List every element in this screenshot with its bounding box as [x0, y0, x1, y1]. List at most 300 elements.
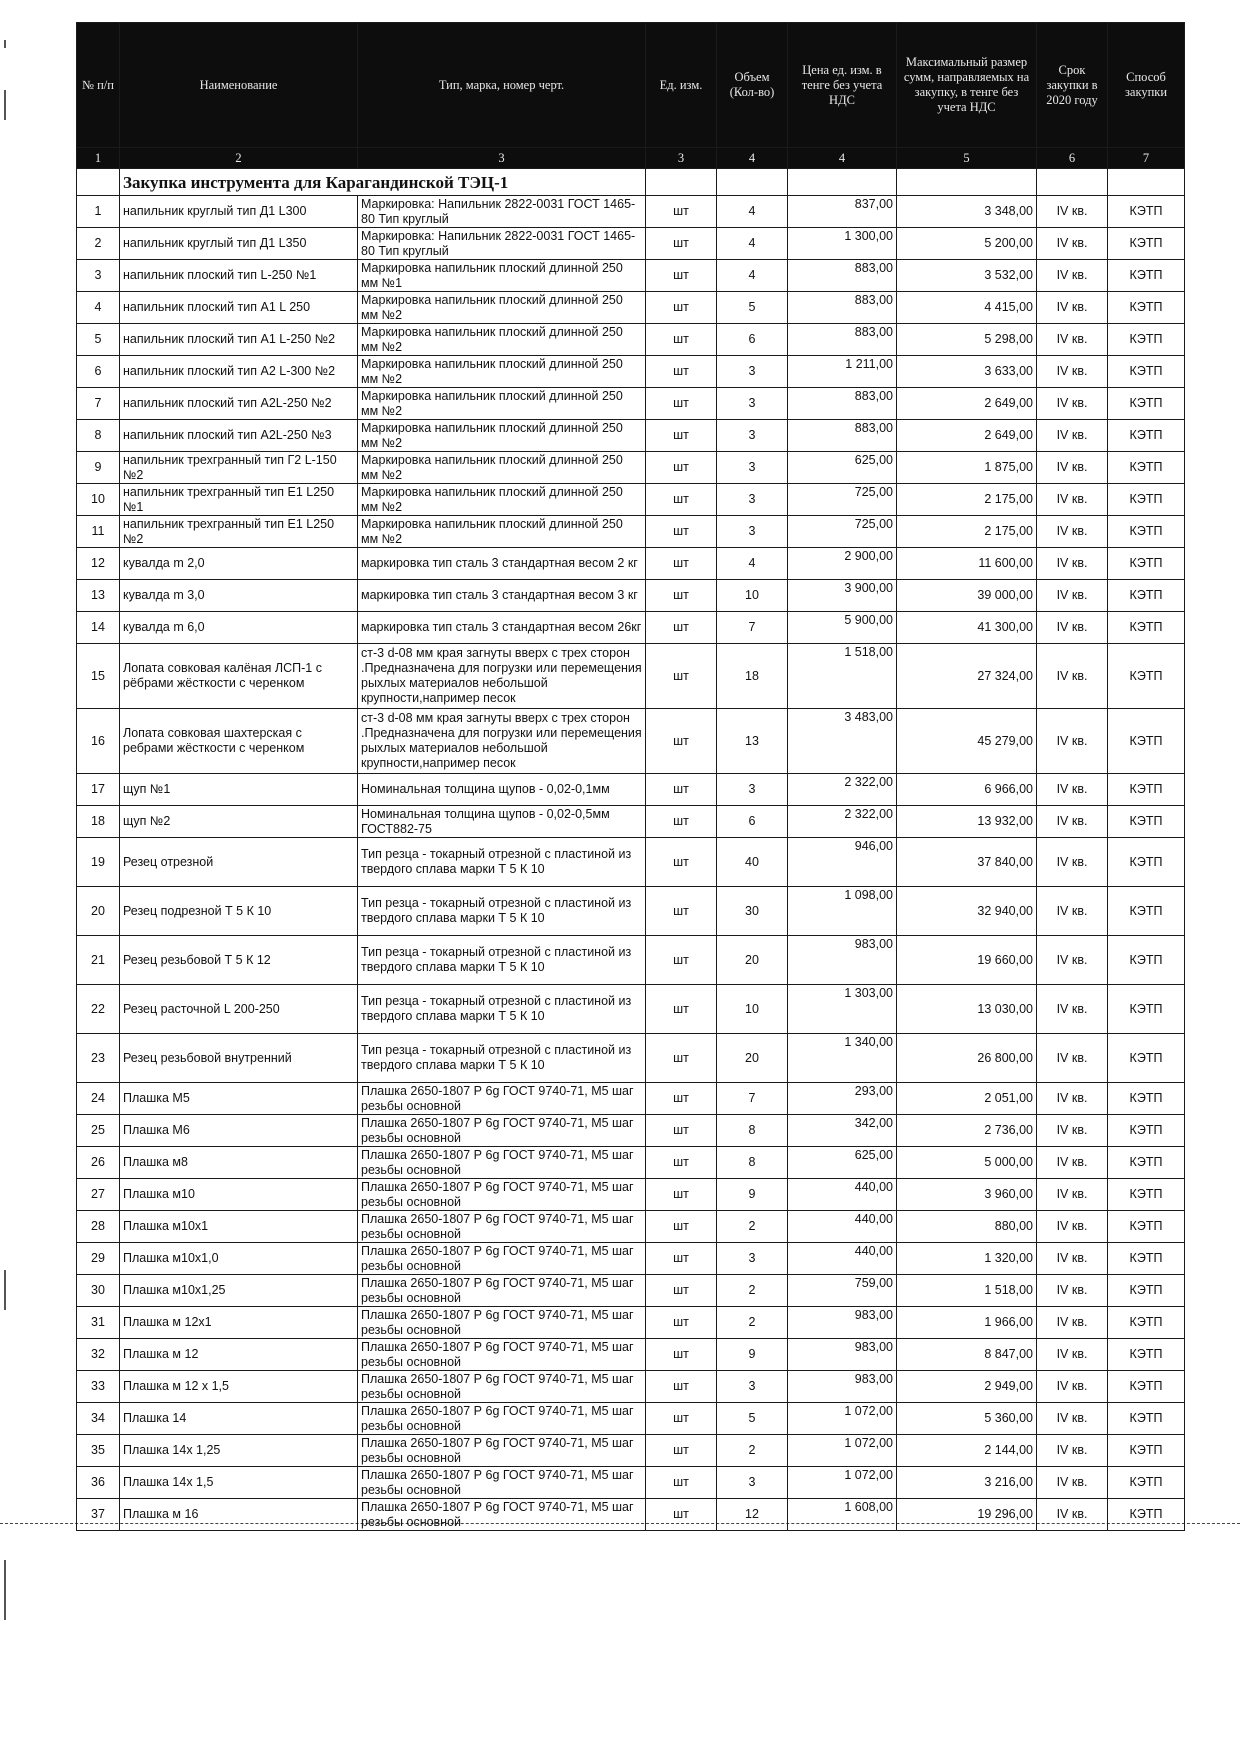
scan-edge-mark [4, 1270, 6, 1310]
item-name: Резец расточной L 200-250 [120, 985, 358, 1034]
item-price: 983,00 [788, 1371, 897, 1403]
table-row [77, 806, 1185, 838]
row-number: 10 [77, 484, 120, 516]
table-row [77, 388, 1185, 420]
table-row [77, 580, 1185, 612]
item-unit: шт [646, 1435, 717, 1467]
item-method: КЭТП [1108, 228, 1185, 260]
item-name: напильник трехгранный тип Г2 L-150 №2 [120, 452, 358, 484]
item-price: 883,00 [788, 420, 897, 452]
header-type: Тип, марка, номер черт. [358, 23, 646, 148]
table-row [77, 356, 1185, 388]
row-number: 31 [77, 1307, 120, 1339]
item-price: 342,00 [788, 1115, 897, 1147]
item-term: IV кв. [1037, 484, 1108, 516]
item-name: напильник круглый тип Д1 L300 [120, 196, 358, 228]
table-row [77, 1179, 1185, 1211]
item-method: КЭТП [1108, 1499, 1185, 1531]
row-number: 17 [77, 774, 120, 806]
item-name: Плашка 14х 1,5 [120, 1467, 358, 1499]
item-max-amount: 13 030,00 [897, 985, 1037, 1034]
row-number: 24 [77, 1083, 120, 1115]
item-price: 983,00 [788, 936, 897, 985]
item-quantity: 2 [717, 1211, 788, 1243]
item-unit: шт [646, 388, 717, 420]
item-name: щуп №1 [120, 774, 358, 806]
table-row [77, 516, 1185, 548]
item-method: КЭТП [1108, 936, 1185, 985]
table-row [77, 1307, 1185, 1339]
row-number: 4 [77, 292, 120, 324]
item-max-amount: 1 966,00 [897, 1307, 1037, 1339]
item-unit: шт [646, 1275, 717, 1307]
item-quantity: 9 [717, 1339, 788, 1371]
row-number: 36 [77, 1467, 120, 1499]
table-row [77, 292, 1185, 324]
row-number: 8 [77, 420, 120, 452]
item-term: IV кв. [1037, 452, 1108, 484]
header-unit: Ед. изм. [646, 23, 717, 148]
item-term: IV кв. [1037, 1243, 1108, 1275]
item-method: КЭТП [1108, 580, 1185, 612]
row-number: 20 [77, 887, 120, 936]
item-quantity: 3 [717, 1467, 788, 1499]
item-price: 883,00 [788, 324, 897, 356]
item-price: 5 900,00 [788, 612, 897, 644]
item-max-amount: 2 949,00 [897, 1371, 1037, 1403]
table-row [77, 228, 1185, 260]
row-number: 9 [77, 452, 120, 484]
row-number: 28 [77, 1211, 120, 1243]
section-spacer [788, 169, 897, 196]
item-method: КЭТП [1108, 985, 1185, 1034]
item-method: КЭТП [1108, 1115, 1185, 1147]
item-type: Маркировка напильник плоский длинной 250 мм №2 [358, 516, 646, 548]
item-quantity: 4 [717, 260, 788, 292]
header-term: Срок закупки в 2020 году [1037, 23, 1108, 148]
item-method: КЭТП [1108, 1147, 1185, 1179]
item-name: напильник плоский тип А2L-250 №3 [120, 420, 358, 452]
item-method: КЭТП [1108, 1467, 1185, 1499]
item-price: 625,00 [788, 1147, 897, 1179]
item-method: КЭТП [1108, 356, 1185, 388]
item-method: КЭТП [1108, 1211, 1185, 1243]
item-max-amount: 41 300,00 [897, 612, 1037, 644]
item-unit: шт [646, 806, 717, 838]
item-max-amount: 2 175,00 [897, 484, 1037, 516]
item-max-amount: 2 736,00 [897, 1115, 1037, 1147]
item-type: Маркировка напильник плоский длинной 250 мм №2 [358, 356, 646, 388]
section-spacer [897, 169, 1037, 196]
item-method: КЭТП [1108, 452, 1185, 484]
item-method: КЭТП [1108, 260, 1185, 292]
scan-edge-mark [4, 40, 6, 48]
item-quantity: 2 [717, 1435, 788, 1467]
item-method: КЭТП [1108, 324, 1185, 356]
item-method: КЭТП [1108, 644, 1185, 709]
item-method: КЭТП [1108, 1275, 1185, 1307]
item-method: КЭТП [1108, 709, 1185, 774]
item-term: IV кв. [1037, 1083, 1108, 1115]
item-max-amount: 880,00 [897, 1211, 1037, 1243]
item-term: IV кв. [1037, 260, 1108, 292]
table-row [77, 1115, 1185, 1147]
item-type: Плашка 2650-1807 Р 6g ГОСТ 9740-71, М5 шаг резьбы основной [358, 1371, 646, 1403]
item-max-amount: 5 000,00 [897, 1147, 1037, 1179]
item-name: напильник плоский тип А2L-250 №2 [120, 388, 358, 420]
procurement-table [76, 22, 1185, 1531]
row-number: 13 [77, 580, 120, 612]
section-spacer [77, 169, 120, 196]
item-quantity: 13 [717, 709, 788, 774]
item-quantity: 20 [717, 936, 788, 985]
item-price: 983,00 [788, 1307, 897, 1339]
item-quantity: 3 [717, 484, 788, 516]
header-index: 4 [788, 148, 897, 169]
item-type: Плашка 2650-1807 Р 6g ГОСТ 9740-71, М5 шаг резьбы основной [358, 1467, 646, 1499]
item-type: Плашка 2650-1807 Р 6g ГОСТ 9740-71, М5 шаг резьбы основной [358, 1083, 646, 1115]
item-method: КЭТП [1108, 548, 1185, 580]
item-name: Плашка М6 [120, 1115, 358, 1147]
row-number: 15 [77, 644, 120, 709]
item-term: IV кв. [1037, 1371, 1108, 1403]
item-name: Плашка м 12 х 1,5 [120, 1371, 358, 1403]
table-row [77, 612, 1185, 644]
item-type: Плашка 2650-1807 Р 6g ГОСТ 9740-71, М5 шаг резьбы основной [358, 1147, 646, 1179]
table-row [77, 1371, 1185, 1403]
item-term: IV кв. [1037, 292, 1108, 324]
table-row [77, 1435, 1185, 1467]
row-number: 18 [77, 806, 120, 838]
item-method: КЭТП [1108, 1435, 1185, 1467]
item-name: кувалда m 3,0 [120, 580, 358, 612]
item-quantity: 18 [717, 644, 788, 709]
item-unit: шт [646, 1147, 717, 1179]
item-max-amount: 3 633,00 [897, 356, 1037, 388]
header-index: 1 [77, 148, 120, 169]
item-unit: шт [646, 936, 717, 985]
row-number: 23 [77, 1034, 120, 1083]
header-index: 6 [1037, 148, 1108, 169]
table-row [77, 1211, 1185, 1243]
item-price: 883,00 [788, 292, 897, 324]
item-max-amount: 45 279,00 [897, 709, 1037, 774]
item-term: IV кв. [1037, 936, 1108, 985]
item-method: КЭТП [1108, 838, 1185, 887]
row-number: 34 [77, 1403, 120, 1435]
row-number: 3 [77, 260, 120, 292]
item-term: IV кв. [1037, 1115, 1108, 1147]
item-quantity: 10 [717, 580, 788, 612]
item-type: Номинальная толщина щупов - 0,02-0,5мм ГОСТ882-75 [358, 806, 646, 838]
item-max-amount: 11 600,00 [897, 548, 1037, 580]
item-unit: шт [646, 1115, 717, 1147]
item-type: Маркировка напильник плоский длинной 250 мм №2 [358, 324, 646, 356]
item-type: ст-3 d-08 мм края загнуты вверх с трех сторон .Предназначена для погрузки или перемещения рыхлых материалов небольшой крупности,например песок [358, 644, 646, 709]
item-unit: шт [646, 228, 717, 260]
item-method: КЭТП [1108, 1243, 1185, 1275]
item-term: IV кв. [1037, 1339, 1108, 1371]
item-name: Плашка м10х1,0 [120, 1243, 358, 1275]
item-quantity: 5 [717, 1403, 788, 1435]
header-name: Наименование [120, 23, 358, 148]
header-price: Цена ед. изм. в тенге без учета НДС [788, 23, 897, 148]
item-type: Маркировка напильник плоский длинной 250 мм №2 [358, 420, 646, 452]
table-row [77, 1083, 1185, 1115]
item-max-amount: 19 296,00 [897, 1499, 1037, 1531]
item-unit: шт [646, 1499, 717, 1531]
item-method: КЭТП [1108, 806, 1185, 838]
item-price: 3 483,00 [788, 709, 897, 774]
item-max-amount: 2 051,00 [897, 1083, 1037, 1115]
item-max-amount: 2 144,00 [897, 1435, 1037, 1467]
item-method: КЭТП [1108, 1179, 1185, 1211]
item-method: КЭТП [1108, 1307, 1185, 1339]
item-price: 1 518,00 [788, 644, 897, 709]
header-qty: Объем (Кол-во) [717, 23, 788, 148]
row-number: 27 [77, 1179, 120, 1211]
header-num: № п/п [77, 23, 120, 148]
header-index: 2 [120, 148, 358, 169]
table-header-row [77, 23, 1185, 148]
item-max-amount: 3 960,00 [897, 1179, 1037, 1211]
item-term: IV кв. [1037, 1147, 1108, 1179]
item-unit: шт [646, 452, 717, 484]
item-type: Номинальная толщина щупов - 0,02-0,1мм [358, 774, 646, 806]
row-number: 6 [77, 356, 120, 388]
item-price: 1 072,00 [788, 1467, 897, 1499]
item-quantity: 7 [717, 612, 788, 644]
item-type: ст-3 d-08 мм края загнуты вверх с трех сторон .Предназначена для погрузки или перемещения рыхлых материалов небольшой крупности,например песок [358, 709, 646, 774]
table-row [77, 452, 1185, 484]
item-name: кувалда m 6,0 [120, 612, 358, 644]
item-method: КЭТП [1108, 1083, 1185, 1115]
item-name: напильник трехгранный тип Е1 L250 №1 [120, 484, 358, 516]
item-term: IV кв. [1037, 420, 1108, 452]
item-unit: шт [646, 1339, 717, 1371]
item-unit: шт [646, 1307, 717, 1339]
section-title: Закупка инструмента для Карагандинской ТЭЦ-1 [120, 169, 646, 196]
item-price: 759,00 [788, 1275, 897, 1307]
item-max-amount: 32 940,00 [897, 887, 1037, 936]
row-number: 11 [77, 516, 120, 548]
item-unit: шт [646, 1243, 717, 1275]
item-price: 1 303,00 [788, 985, 897, 1034]
item-name: Плашка м10х1,25 [120, 1275, 358, 1307]
item-unit: шт [646, 1179, 717, 1211]
item-type: Маркировка напильник плоский длинной 250 мм №1 [358, 260, 646, 292]
table-row [77, 1034, 1185, 1083]
item-type: Маркировка напильник плоский длинной 250 мм №2 [358, 388, 646, 420]
item-name: Плашка м 16 [120, 1499, 358, 1531]
item-name: Плашка м 12х1 [120, 1307, 358, 1339]
row-number: 12 [77, 548, 120, 580]
item-max-amount: 4 415,00 [897, 292, 1037, 324]
header-index: 3 [358, 148, 646, 169]
row-number: 16 [77, 709, 120, 774]
item-name: напильник круглый тип Д1 L350 [120, 228, 358, 260]
item-term: IV кв. [1037, 838, 1108, 887]
item-name: напильник плоский тип А1 L-250 №2 [120, 324, 358, 356]
item-quantity: 20 [717, 1034, 788, 1083]
row-number: 14 [77, 612, 120, 644]
item-quantity: 9 [717, 1179, 788, 1211]
item-price: 440,00 [788, 1179, 897, 1211]
item-name: Плашка м10 [120, 1179, 358, 1211]
item-max-amount: 19 660,00 [897, 936, 1037, 985]
item-unit: шт [646, 420, 717, 452]
item-unit: шт [646, 196, 717, 228]
header-max: Максимальный размер сумм, направляемых на закупку, в тенге без учета НДС [897, 23, 1037, 148]
item-term: IV кв. [1037, 1211, 1108, 1243]
item-max-amount: 27 324,00 [897, 644, 1037, 709]
item-price: 1 211,00 [788, 356, 897, 388]
item-type: маркировка тип сталь 3 стандартная весом 26кг [358, 612, 646, 644]
row-number: 30 [77, 1275, 120, 1307]
item-type: Маркировка напильник плоский длинной 250 мм №2 [358, 484, 646, 516]
item-term: IV кв. [1037, 516, 1108, 548]
item-quantity: 30 [717, 887, 788, 936]
item-max-amount: 3 532,00 [897, 260, 1037, 292]
row-number: 25 [77, 1115, 120, 1147]
table-row [77, 644, 1185, 709]
item-type: Тип резца - токарный отрезной с пластиной из твердого сплава марки Т 5 К 10 [358, 985, 646, 1034]
item-max-amount: 26 800,00 [897, 1034, 1037, 1083]
item-quantity: 12 [717, 1499, 788, 1531]
item-method: КЭТП [1108, 388, 1185, 420]
item-term: IV кв. [1037, 196, 1108, 228]
item-method: КЭТП [1108, 1403, 1185, 1435]
table-row [77, 1275, 1185, 1307]
item-term: IV кв. [1037, 985, 1108, 1034]
item-max-amount: 39 000,00 [897, 580, 1037, 612]
item-term: IV кв. [1037, 1499, 1108, 1531]
item-unit: шт [646, 292, 717, 324]
table-body [77, 23, 1185, 1531]
item-price: 1 072,00 [788, 1435, 897, 1467]
item-name: Лопата совковая калёная ЛСП-1 с рёбрами жёсткости с черенком [120, 644, 358, 709]
item-max-amount: 1 875,00 [897, 452, 1037, 484]
item-name: Плашка 14х 1,25 [120, 1435, 358, 1467]
section-row [77, 169, 1185, 196]
item-price: 725,00 [788, 516, 897, 548]
item-type: Плашка 2650-1807 Р 6g ГОСТ 9740-71, М5 шаг резьбы основной [358, 1275, 646, 1307]
row-number: 26 [77, 1147, 120, 1179]
row-number: 1 [77, 196, 120, 228]
item-type: Тип резца - токарный отрезной с пластиной из твердого сплава марки Т 5 К 10 [358, 838, 646, 887]
item-type: Плашка 2650-1807 Р 6g ГОСТ 9740-71, М5 шаг резьбы основной [358, 1115, 646, 1147]
item-name: Плашка м10х1 [120, 1211, 358, 1243]
item-quantity: 10 [717, 985, 788, 1034]
section-spacer [1037, 169, 1108, 196]
item-type: Плашка 2650-1807 Р 6g ГОСТ 9740-71, М5 шаг резьбы основной [358, 1339, 646, 1371]
item-quantity: 3 [717, 1243, 788, 1275]
row-number: 32 [77, 1339, 120, 1371]
header-index: 7 [1108, 148, 1185, 169]
table-row [77, 709, 1185, 774]
item-term: IV кв. [1037, 1403, 1108, 1435]
item-type: Тип резца - токарный отрезной с пластиной из твердого сплава марки Т 5 К 10 [358, 1034, 646, 1083]
item-unit: шт [646, 356, 717, 388]
header-method: Способ закупки [1108, 23, 1185, 148]
item-price: 983,00 [788, 1339, 897, 1371]
row-number: 37 [77, 1499, 120, 1531]
item-term: IV кв. [1037, 548, 1108, 580]
item-max-amount: 6 966,00 [897, 774, 1037, 806]
item-quantity: 3 [717, 516, 788, 548]
item-name: Плашка 14 [120, 1403, 358, 1435]
item-quantity: 3 [717, 420, 788, 452]
row-number: 2 [77, 228, 120, 260]
item-term: IV кв. [1037, 774, 1108, 806]
item-name: кувалда m 2,0 [120, 548, 358, 580]
item-unit: шт [646, 709, 717, 774]
item-quantity: 2 [717, 1307, 788, 1339]
item-price: 837,00 [788, 196, 897, 228]
item-unit: шт [646, 580, 717, 612]
item-unit: шт [646, 985, 717, 1034]
item-price: 440,00 [788, 1211, 897, 1243]
item-unit: шт [646, 516, 717, 548]
item-term: IV кв. [1037, 1467, 1108, 1499]
item-max-amount: 8 847,00 [897, 1339, 1037, 1371]
item-type: Маркировка: Напильник 2822-0031 ГОСТ 1465-80 Тип круглый [358, 196, 646, 228]
item-term: IV кв. [1037, 580, 1108, 612]
item-type: Маркировка напильник плоский длинной 250 мм №2 [358, 292, 646, 324]
row-number: 33 [77, 1371, 120, 1403]
item-quantity: 8 [717, 1147, 788, 1179]
table-row [77, 887, 1185, 936]
item-term: IV кв. [1037, 1275, 1108, 1307]
item-quantity: 4 [717, 548, 788, 580]
table-row [77, 774, 1185, 806]
item-term: IV кв. [1037, 388, 1108, 420]
table-row [77, 1403, 1185, 1435]
item-price: 725,00 [788, 484, 897, 516]
item-term: IV кв. [1037, 1307, 1108, 1339]
item-name: напильник плоский тип А1 L 250 [120, 292, 358, 324]
item-type: маркировка тип сталь 3 стандартная весом 2 кг [358, 548, 646, 580]
item-quantity: 8 [717, 1115, 788, 1147]
section-spacer [717, 169, 788, 196]
item-method: КЭТП [1108, 420, 1185, 452]
item-max-amount: 5 200,00 [897, 228, 1037, 260]
table-row [77, 936, 1185, 985]
item-quantity: 6 [717, 324, 788, 356]
item-term: IV кв. [1037, 806, 1108, 838]
item-name: Резец резьбовой Т 5 К 12 [120, 936, 358, 985]
item-type: Маркировка напильник плоский длинной 250 мм №2 [358, 452, 646, 484]
item-quantity: 2 [717, 1275, 788, 1307]
item-quantity: 5 [717, 292, 788, 324]
item-unit: шт [646, 1034, 717, 1083]
item-unit: шт [646, 774, 717, 806]
item-unit: шт [646, 1211, 717, 1243]
item-name: Резец отрезной [120, 838, 358, 887]
item-unit: шт [646, 260, 717, 292]
item-term: IV кв. [1037, 612, 1108, 644]
item-term: IV кв. [1037, 1034, 1108, 1083]
item-name: Плашка м8 [120, 1147, 358, 1179]
item-unit: шт [646, 612, 717, 644]
item-method: КЭТП [1108, 292, 1185, 324]
item-price: 2 322,00 [788, 806, 897, 838]
item-name: напильник трехгранный тип Е1 L250 №2 [120, 516, 358, 548]
header-index: 4 [717, 148, 788, 169]
table-row [77, 324, 1185, 356]
item-method: КЭТП [1108, 887, 1185, 936]
item-name: Резец резьбовой внутренний [120, 1034, 358, 1083]
